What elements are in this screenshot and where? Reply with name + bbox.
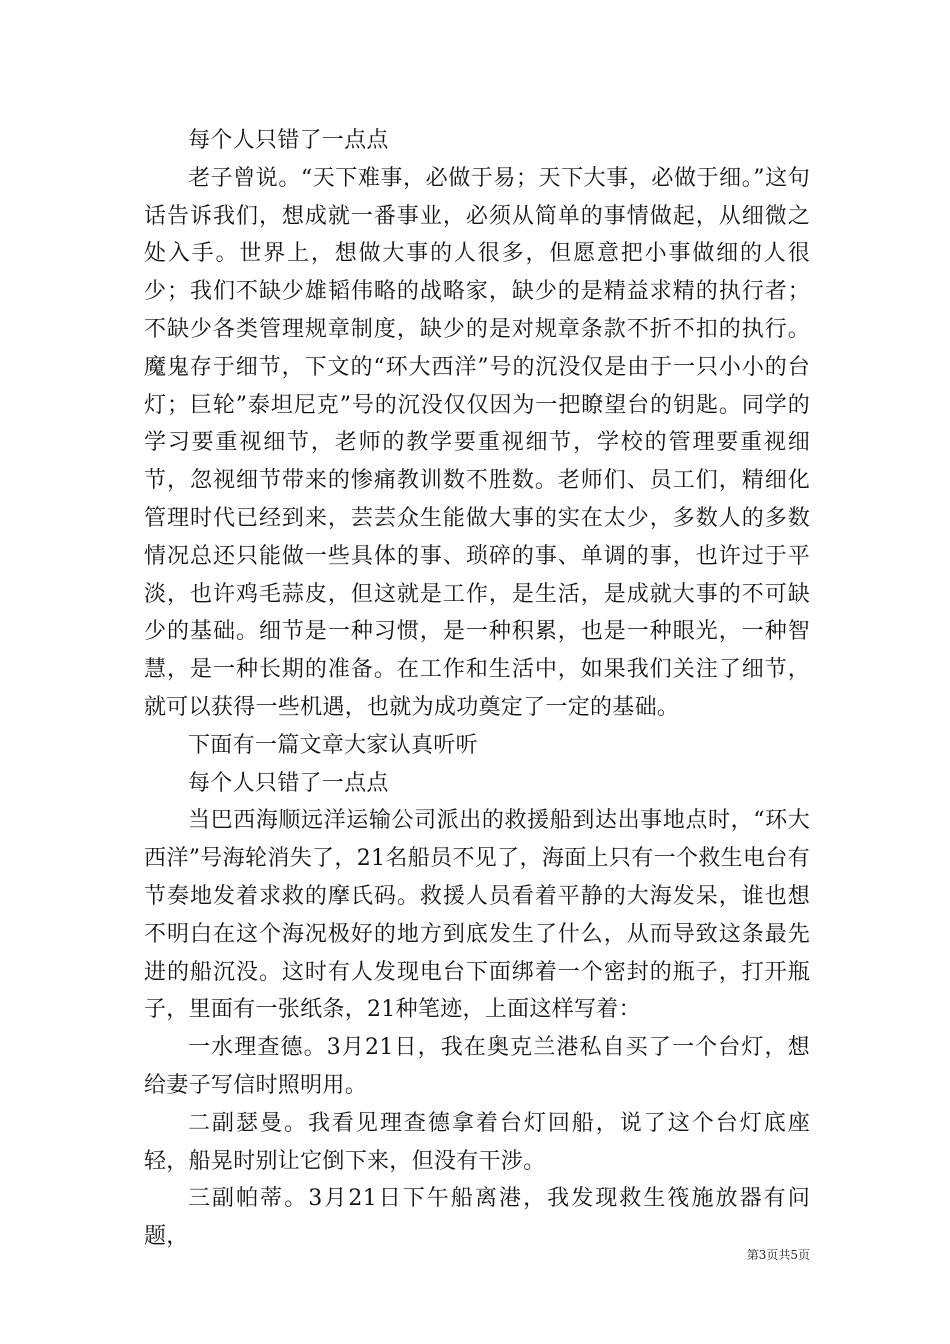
document-body: [144, 122, 810, 1256]
story-title-paragraph: 每个人只错了一点点: [188, 770, 389, 796]
story-paragraph: 当巴西海顺远洋运输公司派出的救援船到达出事地点时，“环大西洋”号海轮消失了，21名船员不见了，海面上只有一个救生电台有节奏地发着求救的摩氏码。救援人员看着平静的大海发呆，谁也想不明白在这个海况极好的地方到底发生了什么，从而导致这条最先进的船沉没。这时有人发现电台下面绑着一个密封的瓶子，打开瓶子，里面有一张纸条，21种笔迹，上面这样写着：: [144, 808, 810, 1023]
intro-paragraph: 老子曾说。“天下难事，必做于易；天下大事，必做于细。”这句话告诉我们，想成就一番事业，必须从简单的事情做起，从细微之处入手。世界上，想做大事的人很多，但愿意把小事做细的人很少；我们不缺少雄韬伟略的战略家，缺少的是精益求精的执行者；不缺少各类管理规章制度，缺少的是对规章条款不折不扣的执行。魔鬼存于细节，下文的“环大西洋”号的沉没仅是由于一只小小的台灯；巨轮”泰坦尼克”号的沉没仅仅因为一把瞭望台的钥匙。同学的学习要重视细节，老师的教学要重视细节，学校的管理要重视细节，忽视细节带来的惨痛教训数不胜数。老师们、员工们，精细化管理时代已经到来，芸芸众生能做大事的实在太少，多数人的多数情况总还只能做一些具体的事、琐碎的事、单调的事，也许过于平淡，也许鸡毛蒜皮，但这就是工作，是生活，是成就大事的不可缺少的基础。细节是一种习惯，是一种积累，也是一种眼光，一种智慧，是一种长期的准备。在工作和生活中，如果我们关注了细节，就可以获得一些机遇，也就为成功奠定了一定的基础。: [144, 165, 810, 720]
transition-paragraph: 下面有一篇文章大家认真听听: [188, 732, 478, 758]
note-paragraph-patty: 三副帕蒂。3月21日下午船离港，我发现救生筏施放器有问题，: [144, 1186, 810, 1250]
note-paragraph-richard: 一水理查德。3月21日，我在奥克兰港私自买了一个台灯，想给妻子写信时照明用。: [144, 1035, 810, 1098]
note-paragraph-thurman: 二副瑟曼。我看见理查德拿着台灯回船，说了这个台灯底座轻，船晃时别让它倒下来，但没有干涉。: [144, 1110, 810, 1174]
heading-paragraph: 每个人只错了一点点: [188, 128, 389, 153]
page-number-footer: 第3页共5页: [746, 1248, 810, 1262]
